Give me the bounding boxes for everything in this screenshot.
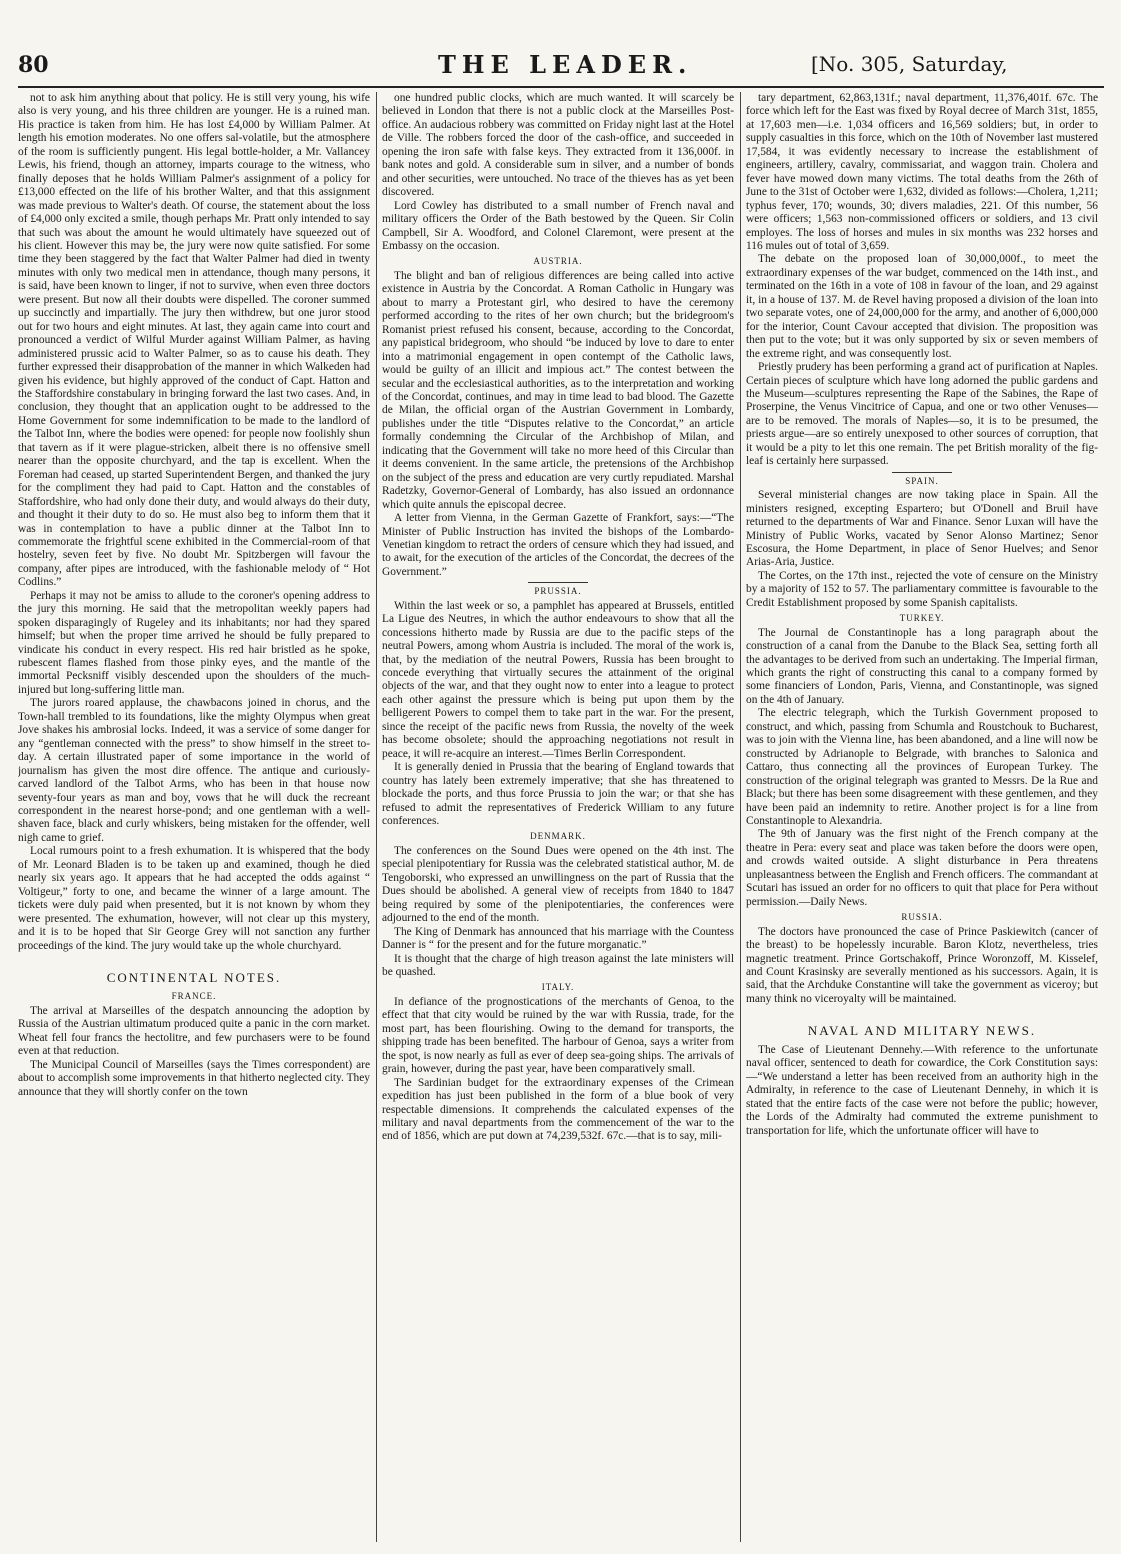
spain-heading: SPAIN. — [905, 475, 939, 486]
article-paragraph: The electric telegraph, which the Turkish Government proposed to construct, and which, passing from Schumla and Roustchouk to Bucharest, was to join with the Vienna line, has been abandoned, and a line will now be constructed by Adrianople to Belgrade, with branches to Salonica and Cattaro, thus connecting all the provinces of European Turkey. The construction of the original telegraph was granted to Messrs. De la Rue and Black; but there has been some disagreement with these gentlemen, and they have been paid an indemnity to retire. Another project is for a line from Constantinople to Alexandria. — [746, 707, 1098, 828]
newspaper-title: THE LEADER. — [438, 50, 693, 79]
italy-heading: ITALY. — [541, 982, 575, 993]
section-rule — [528, 582, 588, 583]
column-3 — [746, 92, 1098, 1542]
prussia-heading: PRUSSIA. — [534, 586, 582, 597]
column-divider — [740, 92, 741, 1542]
article-paragraph: The jurors roared applause, the chawbacons joined in chorus, and the Town-hall trembled to its foundations, like the mighty Olympus when great Jove shakes his ambrosial locks. Indeed, it was a service of some danger for any “gentleman connected with the press” to show himself in the street to-day. A certain illustrated paper of some importance in the world of journalism has given the most dire offence. The antique and curiously-carved landlord of the Talbot Arms, who has been in that house now seventy-four years as man and boy, vows that he will duck the recreant correspondent in the nearest horse-pond; and one gentleman with a well-shaven face, black and curly whiskers, being mistaken for the offender, well nigh came to grief. — [18, 697, 370, 844]
column-2 — [382, 92, 734, 1542]
article-paragraph: The Sardinian budget for the extraordinary expenses of the Crimean expedition has just been published in the form of a blue book of very respectable dimensions. It comprehends the calculated expenses of the military and naval departments from the commencement of the war to the end of 1856, which are put down at 74,239,532f. 67c.—that is to say, mili- — [382, 1076, 734, 1143]
article-paragraph: The King of Denmark has announced that his marriage with the Countess Danner is “ for the present and for the future morganatic.” — [382, 925, 734, 952]
denmark-heading: DENMARK. — [530, 831, 586, 842]
article-paragraph: The doctors have pronounced the case of Prince Paskiewitch (cancer of the breast) to be hopelessly incurable. Baron Klotz, nevertheless, tries magnetic treatment. Prince Gortschakoff, Prince Woronzoff, M. Kisselef, and Count Krasinsky are severally mentioned as his successors. Again, it is said, that the Archduke Constantine will take the government as viceroy; but many think no viceroyalty will be maintained. — [746, 925, 1098, 1005]
issue-label: [No. 305, Saturday, — [811, 52, 1008, 76]
article-paragraph: The Case of Lieutenant Dennehy.—With reference to the unfortunate naval officer, sentenced to death for cowardice, the Cork Constitution says:—“We understand a letter has been received from an authority high in the Admiralty, in reference to the case of Lieutenant Dennehy, in which it is stated that the entire facts of the case were not before the public; however, the Lords of the Admiralty had commuted the extreme punishment to transportation for life, which the unfortunate officer will have to — [746, 1043, 1098, 1137]
masthead — [18, 0, 1104, 90]
article-paragraph: Local rumours point to a fresh exhumation. It is whispered that the body of Mr. Leonard Bladen is to be taken up and examined, though he died nearly six years ago. It appears that he had accepted the odds against “ Voltigeur,” forty to one, and became the winner of a large amount. The tickets were duly paid when presented, but it is not known by whom they were presented. The exhumation, however, will not clear up this mystery, and it is to be hoped that Sir George Grey will not sanction any further proceedings of the kind. The jury would take up the whole churchyard. — [18, 845, 370, 952]
article-paragraph: tary department, 62,863,131f.; naval department, 11,376,401f. 67c. The force which left for the East was fixed by Royal decree of March 31st, 1855, at 17,603 men—i.e. 1,034 officers and 16,569 soldiers; but, in order to supply casualties in this force, which on the 10th of November last mustered 17,584, it was evidently necessary to increase the establishment of engineers, artillery, cavalry, commissariat, and waggon train. Cholera and fever have mowed down many victims. The total deaths from the 26th of June to the 31st of October were 1,632, divided as follows:—Cholera, 1,211; typhus fever, 170; wounds, 30; divers maladies, 221. Of this number, 56 were officers; 1,563 non-commissioned officers or soldiers, and 13 civil employes. The loss of horses and mules in six months was 232 horses and 116 mules out of total of 3,659. — [746, 92, 1098, 252]
article-paragraph: Several ministerial changes are now taking place in Spain. All the ministers resigned, excepting Espartero; but O'Donell and Bruil have returned to the departments of War and Finance. Senor Luxan will have the Ministry of Public Works, vacated by Senor Alonso Martinez; Senor Escosura, the Home Department, in place of Senor Huelves; and Senor Arias-Aria, Justice. — [746, 489, 1098, 569]
article-paragraph: The arrival at Marseilles of the despatch announcing the adoption by Russia of the Austrian ultimatum produced quite a panic in the corn market. Wheat fell four francs the hectolitre, and few purchasers were to be found even at that reduction. — [18, 1004, 370, 1058]
article-paragraph: The debate on the proposed loan of 30,000,000f., to meet the extraordinary expenses of the war budget, commenced on the 14th inst., and terminated on the 16th in a vote of 108 in favour of the loan, and 29 against it, in a house of 137. M. de Revel having proposed a division of the loan into two separate votes, one of 24,000,000 for the army, and another of 6,000,000 for the interior, Count Cavour accepted that division. The proposition was then put to the vote; but it was only supported by six or seven members of the extreme right, and was consequently lost. — [746, 253, 1098, 360]
article-paragraph: not to ask him anything about that policy. He is still very young, his wife also is very young, and his three children are younger. He is a ruined man. His practice is taken from him. He has lost £4,000 by William Palmer. At length his emotion moderates. No one offers sal-volatile, but the atmosphere of the room is sufficiently pungent. His legal bottle-holder, a Mr. Vallancey Lewis, his friend, though an attorney, imparts courage to the witness, who finally deposes that he holds William Palmer's assignment of a policy for £13,000 effected on the life of his brother Walter, and that this assignment was made previous to Walter's death. Of course, the statement about the loss of £4,000 only excited a smile, though perhaps Mr. Pratt only intended to say that such was about the amount he would ultimately have squeezed out of his client. However this may be, the jury were now quite satisfied. For some time they been staggered by the fact that Walter Palmer had died in twenty minutes with only two medical men in attendance, though many persons, it is said, have been known to linger, if not to survive, when even three doctors were present. But now all their doubts were dispelled. The coroner summed up succinctly and impartially. The jury then withdrew, but one juror stood out for two hours and eight minutes. At last, they again came into court and pronounced a verdict of Wilful Murder against William Palmer, as having administered prussic acid to Walter Palmer, so as to cause his death. They further expressed their disapprobation of the manner in which Walkeden had given his evidence, but highly approved of the conduct of Capt. Hatton and the Staffordshire constabulary in bringing forward the last two cases. And, in conclusion, they thought that an application ought to be addressed to the Home Government for some indemnification to be made to the landlord of the Talbot Inn, where the bodies were opened: for people now foolishly shun that tavern as if it were plague-stricken, albeit there is no offensive smell nearer than the opposite churchyard, and the tap is excellent. When the Foreman had ceased, up started Superintendent Bergen, and thanked the jury for the compliment they had paid to Capt. Hatton and the constables of Staffordshire, who had only done their duty, and would always do their duty, and thought it their duty to do so. He must also beg to inform them that it was in contemplation to have a public dinner at the Talbot Inn to commemorate the frightful scene exhibited in the Commercial-room of that hostelry, seven feet by five. No doubt Mr. Spitzbergen will favour the company, after pipes are introduced, with the fashionable melody of “ Hot Codlins.” — [18, 92, 370, 589]
article-paragraph: In defiance of the prognostications of the merchants of Genoa, to the effect that that city would be ruined by the war with Russia, trade, for the most part, has been flourishing. Owing to the demand for transports, the shipping trade has been benefited. The harbour of Genoa, says a writer from the spot, is now nearly as full as ever of deep sea-going ships. The arrivals of grain, however, during the past year, have been comparatively small. — [382, 995, 734, 1076]
page-number: 80 — [18, 52, 49, 78]
column-1 — [18, 92, 370, 1542]
russia-heading: RUSSIA. — [901, 912, 943, 923]
article-paragraph: The Municipal Council of Marseilles (says the Times correspondent) are about to accomplish some improvements in that hitherto neglected city. They announce that they will shortly confer on the town — [18, 1058, 370, 1098]
naval-military-news-heading: NAVAL AND MILITARY NEWS. — [807, 1023, 1037, 1039]
article-paragraph: The Cortes, on the 17th inst., rejected the vote of censure on the Ministry by a majority of 152 to 57. The parliamentary committee is favourable to the Credit Establishment proposed by some Spanish capitalists. — [746, 569, 1098, 609]
austria-heading: AUSTRIA. — [533, 256, 583, 267]
article-paragraph: Priestly prudery has been performing a grand act of purification at Naples. Certain pieces of sculpture which have long adorned the public gardens and the Museum—sculptures representing the Rape of the Sabines, the Rape of Proserpine, the Venus Vincitrice of Capua, and one or two other Venuses—are to be removed. The morals of Naples—so, it is to be presumed, the priests argue—are so entirely unexposed to other sources of corruption, that it would be a pity to let this one remain. The pet British morality of the fig-leaf is certainly here surpassed. — [746, 361, 1098, 468]
article-paragraph: Within the last week or so, a pamphlet has appeared at Brussels, entitled La Ligue des Neutres, in which the author endeavours to show that all the concessions hitherto made by Russia are due to the pacific steps of the neutral Powers, among whom Austria is included. The moral of the work is, that, by the mediation of the neutral Powers, Russia has been brought to concede everything that virtually secures the attainment of the original objects of the war, and that they ought now to enter into a league to protect each other against the pressure which is being put upon them by the belligerent Powers to compel them to take part in the war. For the present, since the receipt of the pacific news from Russia, the novelty of the week has become obsolete; should the approaching negotiations not result in peace, it will re-acquire an interest.—Times Berlin Correspondent. — [382, 599, 734, 760]
masthead-rule — [18, 86, 1104, 88]
continental-notes-heading: CONTINENTAL NOTES. — [106, 970, 282, 985]
france-heading: FRANCE. — [171, 991, 217, 1002]
column-divider — [376, 92, 377, 1542]
turkey-heading: TURKEY. — [899, 613, 945, 624]
article-paragraph: Lord Cowley has distributed to a small number of French naval and military officers the Order of the Bath bestowed by the Queen. Sir Colin Campbell, Sir A. Woodford, and Colonel Claremont, were present at the Embassy on the occasion. — [382, 199, 734, 252]
article-paragraph: one hundred public clocks, which are much wanted. It will scarcely be believed in London that there is not a public clock at the Marseilles Post-office. An audacious robbery was committed on Friday night last at the Hotel de Ville. The robbers forced the door of the cash-office, and succeeded in opening the iron safe with false keys. They extracted from it 136,000f. in bank notes and gold. A considerable sum in silver, and a number of bonds and other securities, were untouched. No trace of the thieves has as yet been discovered. — [382, 92, 734, 199]
section-rule — [892, 472, 952, 473]
article-paragraph: It is generally denied in Prussia that the bearing of England towards that country has lately been extremely imperative; that she has threatened to blockade the ports, and thus force Prussia to join the war; or that she has refused to admit the representatives of Frederick William to any future conferences. — [382, 761, 734, 828]
article-paragraph: The 9th of January was the first night of the French company at the theatre in Pera: every seat and place was taken before the doors were open, and crowds waited outside. A slight disturbance in Pera threatens unpleasantness between the English and French officers. The commandant at Scutari has issued an order for no officers to quit that place for Pera without permission.—Daily News. — [746, 828, 1098, 908]
article-paragraph: It is thought that the charge of high treason against the late ministers will be quashed. — [382, 952, 734, 978]
article-paragraph: The blight and ban of religious differences are being called into active existence in Austria by the Concordat. A Roman Catholic in Hungary was about to marry a Protestant girl, who desired to have the ceremony performed according to the rites of her own church; but the bridegroom's Romanist priest refused his consent, because, according to the Concordat, any papistical bridegroom, who should “be induced by love to dare to enter into a matrimonial engagement in open contempt of the Catholic laws, would be guilty of an illicit and impious act.” The contest between the secular and the ecclesiastical authorities, as to the interpretation and working of the Concordat, continues, and may in time lead to bad blood. The Gazette de Milan, the official organ of the Austrian Government in Lombardy, publishes under the title “Disputes relative to the Concordat,” an article formally condemning the Circular of the Archbishop of Milan, and indicating that the Government will take no more heed of this Circular than it deems convenient. In the same article, the pretensions of the Archbishop on the subject of the press and education are very curtly repudiated. Marshal Radetzky, Governor-General of Lombardy, has also issued an ordonnance which quite annuls the episcopal decree. — [382, 269, 734, 511]
article-paragraph: Perhaps it may not be amiss to allude to the coroner's opening address to the jury this morning. He said that the metropolitan weekly papers had spoken disparagingly of Rugeley and its inhabitants; nor had they spared himself; but when the proper time arrived he should be fully prepared to vindicate his conduct in every respect. His red hair bristled as he spoke, rubescent flames flashed from those pinky eyes, and the mantle of the immortal Pecksniff visibly descended upon the shoulders of the much-injured but long-suffering little man. — [18, 589, 370, 696]
article-paragraph: The Journal de Constantinople has a long paragraph about the construction of a canal from the Danube to the Black Sea, setting forth all the advantages to be derived from such an undertaking. The Imperial firman, which grants the right of constructing this canal to a company formed by some financiers of London, Paris, Vienna, and Constantinople, was signed on the 4th of January. — [746, 626, 1098, 706]
article-paragraph: A letter from Vienna, in the German Gazette of Frankfort, says:—“The Minister of Public Instruction has invited the bishops of the Lombardo-Venetian kingdom to retract the orders of censure which they had issued, and to await, for the execution of the articles of the Concordat, the decrees of the Government.” — [382, 512, 734, 578]
article-paragraph: The conferences on the Sound Dues were opened on the 4th inst. The special plenipotentiary for Russia was the celebrated statistical author, M. de Tengoborski, who expressed an unwillingness on the part of Russia that the Dues should be abolished. A general view of receipts from 1840 to 1847 being required by some of the plenipotentiaries, the conferences were adjourned to the end of the month. — [382, 844, 734, 925]
